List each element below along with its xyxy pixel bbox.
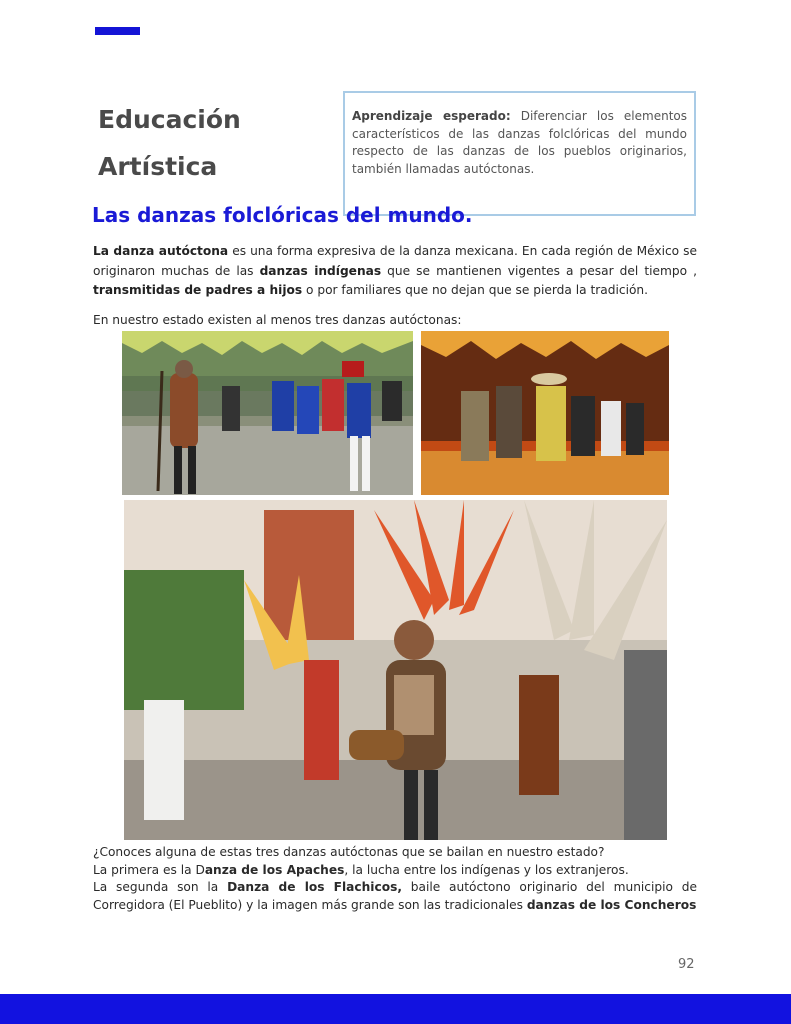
dance-descriptions (93, 844, 697, 914)
bold-term: transmitidas de padres a hijos (93, 283, 303, 297)
objective-label: Aprendizaje esperado: (352, 109, 511, 123)
objective-text: Diferenciar los elementos característicos de las danzas folclóricas del mundo respecto de las danzas de los pueblos originarios, también llamadas autóctonas. (352, 109, 687, 176)
flachicos-line (93, 879, 697, 914)
intro-paragraph (93, 242, 697, 301)
subject-title-line-1: Educación (98, 105, 241, 134)
paragraph-text: es una forma expresiva de la danza mexicana. En cada región de México se originaron muchas de las (93, 244, 698, 278)
bold-term: danzas indígenas (259, 263, 382, 278)
question-line: ¿Conoces alguna de estas tres danzas autóctonas que se bailan en nuestro estado? (93, 845, 605, 859)
line-text: La segunda son la (93, 880, 228, 894)
line-text: baile autóctono originario del municipio de Corregidora (El Pueblito) y la imagen más grande son las tradicionales (93, 880, 697, 912)
page-number: 92 (678, 957, 695, 972)
bold-term: La danza autóctona (93, 244, 229, 258)
photo-danza-flachicos (421, 331, 669, 495)
photo-danza-apaches (122, 331, 413, 495)
bold-term: danzas de los Concheros (526, 897, 697, 912)
dances-intro-line: En nuestro estado existen al menos tres danzas autóctonas: (93, 313, 462, 327)
top-accent-bar (95, 27, 140, 35)
paragraph-text: que se mantienen vigentes a pesar del tiempo , (381, 263, 697, 278)
line-text: , la lucha entre los indígenas y los extranjeros. (344, 862, 629, 877)
learning-objective-box (343, 91, 696, 216)
bold-term: Danza de los Flachicos, (227, 880, 402, 894)
footer-bar (0, 994, 791, 1024)
photo-danza-concheros (124, 500, 667, 840)
section-title: Las danzas folclóricas del mundo. (92, 203, 473, 227)
line-text: La primera es la D (93, 862, 205, 877)
subject-title (98, 96, 328, 190)
apaches-line (93, 862, 697, 880)
paragraph-text: o por familiares que no dejan que se pierda la tradición. (302, 283, 649, 297)
subject-title-line-2: Artística (98, 152, 218, 181)
bold-term: anza de los Apaches (204, 862, 345, 877)
